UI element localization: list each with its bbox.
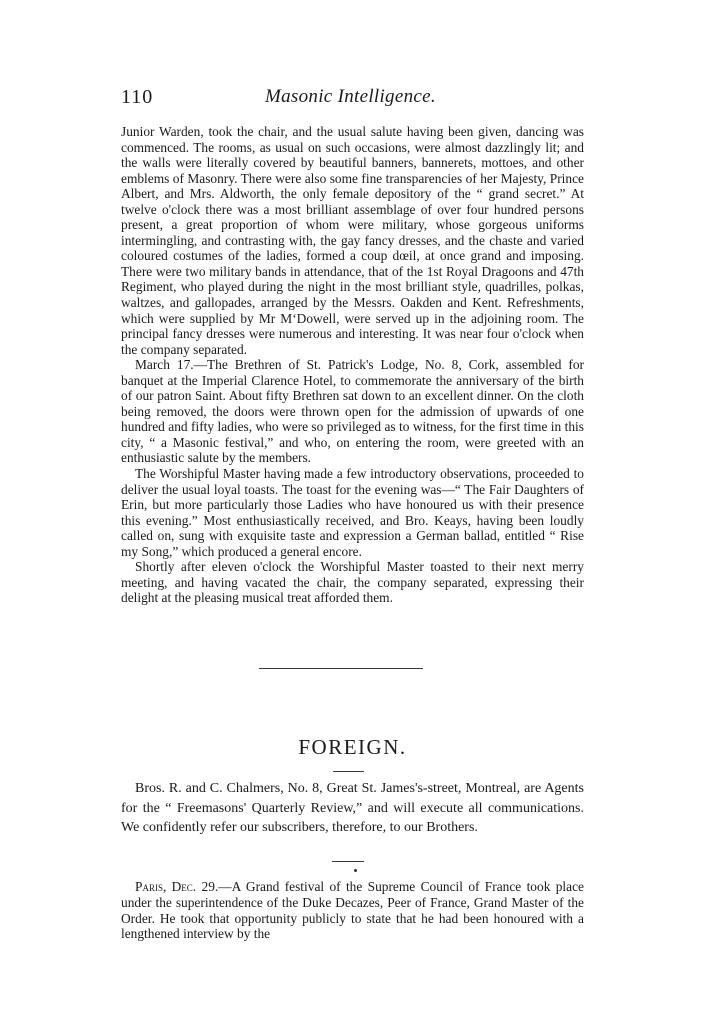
notice-paragraph: Bros. R. and C. Chalmers, No. 8, Great St. James's-street, Montreal, are Agents for the “ Freemasons' Quarterly Review,” and will execute all communications. We confidently refer our subscribers, therefore, to our Brothers. [121, 781, 584, 836]
agents-notice [121, 779, 584, 838]
paris-article [121, 879, 584, 942]
ornament-dot [354, 869, 357, 872]
heading-rule [333, 771, 364, 772]
notice-rule [332, 861, 364, 862]
paris-paragraph [121, 879, 584, 942]
paragraph-closing: Shortly after eleven o'clock the Worshipful Master toasted to their next merry meeting, and having vacated the chair, the company separated, expressing their delight at the pleasing musical treat afforded them. [121, 559, 584, 606]
section-divider [259, 668, 423, 669]
paragraph-toasts: The Worshipful Master having made a few introductory observations, proceeded to deliver the usual loyal toasts. The toast for the evening was—“ The Fair Daughters of Erin, but more particularly those Ladies who have honoured us with their presence this evening.” Most enthusiastically received, and Bro. Keays, having been loudly called on, sung with exquisite taste and expression a German ballad, entitled “ Rise my Song,” which produced a general encore. [121, 466, 584, 559]
paragraph-ball: Junior Warden, took the chair, and the usual salute having been given, dancing was commenced. The rooms, as usual on such occasions, were almost dazzlingly lit; and the walls were literally covered by beautiful banners, bannerets, mottoes, and other emblems of Masonry. There were also some fine transparencies of her Majesty, Prince Albert, and Mrs. Aldworth, the only female depository of the “ grand secret.” At twelve o'clock there was a most brilliant assemblage of over four hundred persons present, a great proportion of whom were military, whose gorgeous uniforms intermingling, and contrasting with, the gay fancy dresses, and the chaste and varied coloured costumes of the ladies, formed a coup dœil, at once grand and imposing. There were two military bands in attendance, that of the 1st Royal Dragoons and 47th Regiment, who played during the night in the most brilliant style, quadrilles, polkas, waltzes, and gallopades, arranged by the Messrs. Oakden and Kent. Refreshments, which were supplied by Mr M‘Dowell, were served up in the adjoining room. The principal fancy dresses were numerous and interesting. It was near four o'clock when the company separated. [121, 124, 584, 357]
paragraph-st-patricks-lodge: March 17.—The Brethren of St. Patrick's Lodge, No. 8, Cork, assembled for banquet at the Imperial Clarence Hotel, to commemorate the anniversary of the birth of our patron Saint. About fifty Brethren sat down to an excellent dinner. On the cloth being removed, the doors were thrown open for the admission of upwards of one hundred and fifty ladies, who were so privileged as to witness, for the first time in this city, “ a Masonic festival,” and who, on entering the room, were greeted with an enthusiastic salute by the members. [121, 357, 584, 466]
running-title: Masonic Intelligence. [265, 86, 436, 107]
paris-text: —A Grand festival of the Supreme Council of France took place under the superintendence of the Duke Decazes, Peer of France, Grand Master of the Order. He took that opportunity publicly to state that he had been honoured with a lengthened interview by the [121, 879, 584, 942]
section-heading: FOREIGN. [298, 735, 407, 759]
page-number: 110 [121, 86, 154, 108]
article-body [121, 124, 584, 606]
dateline: Paris, Dec. 29. [135, 879, 219, 894]
page-header [121, 86, 584, 110]
